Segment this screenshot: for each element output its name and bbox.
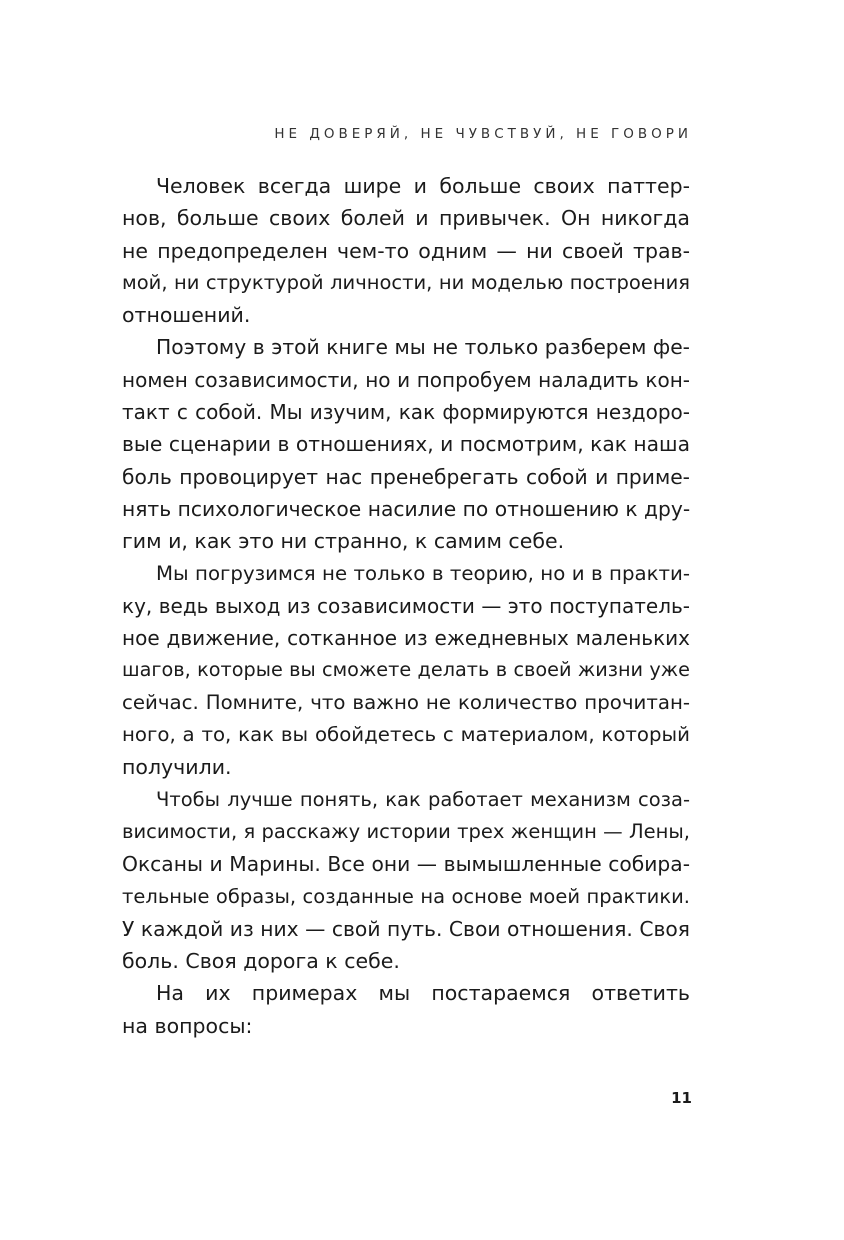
- text-line: сейчас. Помните, что важно не количество прочитан-: [122, 690, 690, 714]
- paragraph-4: [122, 784, 690, 978]
- text-line: У каждой из них — свой путь. Свои отношения. Своя: [122, 916, 690, 941]
- text-line: висимости, я расскажу истории трех женщин — Лены,: [122, 819, 690, 843]
- text-line: такт с собой. Мы изучим, как формируются нездоро-: [122, 400, 690, 425]
- text-line: получили.: [122, 755, 232, 780]
- text-line: тельные образы, созданные на основе моей практики.: [122, 884, 690, 908]
- text-line: боль. Своя дорога к себе.: [122, 949, 400, 974]
- text-line: номен созависимости, но и попробуем наладить кон-: [122, 367, 690, 392]
- paragraph-3: [122, 558, 690, 784]
- text-line: боль провоцирует нас пренебрегать собой и приме-: [122, 464, 690, 489]
- text-line: Поэтому в этой книге мы не только разберем фе-: [156, 335, 690, 360]
- running-header: НЕ ДОВЕРЯЙ, НЕ ЧУВСТВУЙ, НЕ ГОВОРИ: [274, 126, 692, 142]
- text-line: Человек всегда шире и больше своих паттер-: [156, 174, 690, 198]
- text-line: вые сценарии в отношениях, и посмотрим, как наша: [122, 432, 690, 457]
- text-line: Оксаны и Марины. Все они — вымышленные собира-: [122, 852, 690, 877]
- text-line: На их примерах мы постараемся ответить: [156, 981, 690, 1006]
- text-line: гим и, как это ни странно, к самим себе.: [122, 529, 565, 554]
- text-line: на вопросы:: [122, 1013, 253, 1038]
- paragraph-5: [122, 977, 690, 1042]
- paragraph-1: [122, 170, 690, 331]
- page-number: 11: [671, 1089, 692, 1107]
- text-line: ное движение, сотканное из ежедневных маленьких: [122, 626, 690, 651]
- text-line: отношений.: [122, 303, 251, 328]
- text-line: ного, а то, как вы обойдетесь с материалом, который: [122, 723, 690, 747]
- body-text: [122, 170, 690, 1042]
- paragraph-2: [122, 331, 690, 557]
- text-line: нов, больше своих болей и привычек. Он никогда: [122, 206, 690, 231]
- text-line: ку, ведь выход из созависимости — это поступатель-: [122, 593, 690, 618]
- text-line: Мы погрузимся не только в теорию, но и в практи-: [156, 561, 690, 585]
- text-line: не предопределен чем-то одним — ни своей трав-: [122, 238, 690, 263]
- text-line: шагов, которые вы сможете делать в своей жизни уже: [122, 658, 690, 682]
- text-line: Чтобы лучше понять, как работает механизм соза-: [156, 787, 690, 811]
- text-line: мой, ни структурой личности, ни моделью построения: [122, 270, 690, 294]
- text-line: нять психологическое насилие по отношению к дру-: [122, 496, 691, 521]
